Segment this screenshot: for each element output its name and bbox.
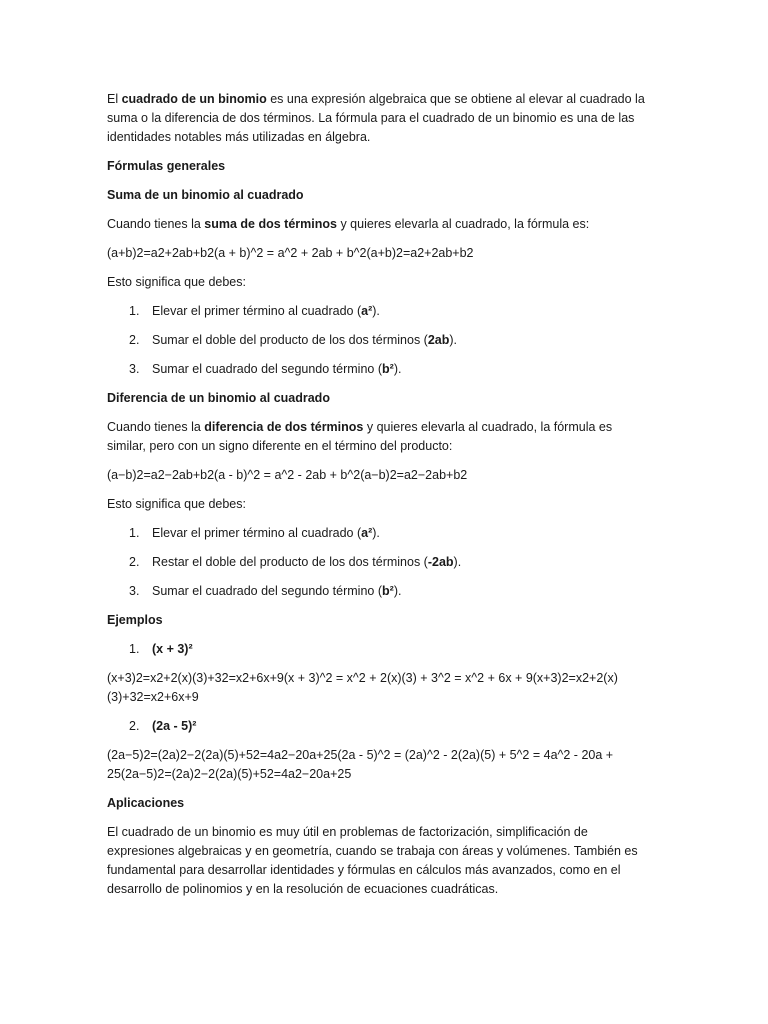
diferencia-desc-text-c: y quieres elevarla al cuadrado, la fórmula es similar, pero con un signo diferente en el término del producto:: [107, 420, 613, 453]
diferencia-formula: (a−b)2=a2−2ab+b2(a - b)^2 = a^2 - 2ab + b^2(a−b)2=a2−2ab+b2: [107, 468, 468, 482]
ejemplo-1-list: [107, 640, 647, 659]
ejemplo-1-formula: (x+3)2=x2+2(x)(3)+32=x2+6x+9(x + 3)^2 = x^2 + 2(x)(3) + 3^2 = x^2 + 6x + 9(x+3)2=x2+2(x)(3)+32=x2+6x+9: [107, 671, 618, 704]
step-bold: -2ab: [427, 555, 454, 569]
intro-bold-term: cuadrado de un binomio: [121, 92, 267, 106]
diferencia-esto: Esto significa que debes:: [107, 497, 246, 511]
diferencia-description: [107, 418, 647, 456]
step-text: Elevar el primer término al cuadrado (: [152, 304, 362, 318]
step-text: Sumar el doble del producto de los dos términos (: [152, 333, 428, 347]
list-number: 2.: [129, 555, 140, 569]
intro-text-2: es una expresión algebraica que se obtiene al elevar al cuadrado la suma o la diferencia de dos términos. La fórmula para el cuadrado de un binomio es una de las identidades notables más utilizadas en álgebra.: [107, 92, 645, 144]
diferencia-desc-text-a: Cuando tienes la: [107, 420, 205, 434]
step-text-end: ).: [393, 362, 402, 376]
ejemplo-2-list: [107, 717, 647, 736]
aplicaciones-paragraph: El cuadrado de un binomio es muy útil en problemas de factorización, simplificación de expresiones algebraicas y en geometría, cuando se trabaja con áreas y volúmenes. También es fundamental para desarrollar identidades y fórmulas en cálculos más avanzados, como en el desarrollo de polinomios y en la resolución de ecuaciones cuadráticas.: [107, 825, 638, 896]
list-item: [107, 360, 647, 379]
list-item: [107, 640, 647, 659]
list-number: 1.: [129, 642, 140, 656]
list-number: 1.: [129, 526, 140, 540]
suma-desc-bold: suma de dos términos: [204, 217, 337, 231]
diferencia-heading: Diferencia de un binomio al cuadrado: [107, 391, 330, 405]
suma-heading: Suma de un binomio al cuadrado: [107, 188, 304, 202]
step-text-end: ).: [372, 526, 380, 540]
step-bold: a²: [361, 526, 373, 540]
suma-description: [107, 215, 647, 234]
step-text-end: ).: [372, 304, 380, 318]
document-page: [107, 90, 647, 909]
aplicaciones-heading: Aplicaciones: [107, 796, 185, 810]
list-item: [107, 524, 647, 543]
list-item: [107, 553, 647, 572]
diferencia-steps-list: [107, 524, 647, 601]
step-text: Sumar el cuadrado del segundo término (: [152, 362, 382, 376]
step-text-end: ).: [453, 555, 462, 569]
suma-steps-list: [107, 302, 647, 379]
list-number: 3.: [129, 362, 140, 376]
intro-paragraph: [107, 90, 647, 147]
suma-desc-text-c: y quieres elevarla al cuadrado, la fórmula es:: [336, 217, 590, 231]
intro-text-1: El: [107, 92, 122, 106]
list-item: [107, 331, 647, 350]
step-bold: b²: [382, 584, 394, 598]
step-text-end: ).: [393, 584, 402, 598]
step-bold: a²: [361, 304, 373, 318]
list-number: 2.: [129, 719, 140, 733]
suma-desc-text-a: Cuando tienes la: [107, 217, 205, 231]
ejemplos-heading: Ejemplos: [107, 613, 163, 627]
list-number: 2.: [129, 333, 140, 347]
step-bold: 2ab: [427, 333, 450, 347]
list-number: 1.: [129, 304, 140, 318]
formulas-heading: Fórmulas generales: [107, 159, 226, 173]
step-text-end: ).: [449, 333, 458, 347]
ejemplo-2-formula: (2a−5)2=(2a)2−2(2a)(5)+52=4a2−20a+25(2a - 5)^2 = (2a)^2 - 2(2a)(5) + 5^2 = 4a^2 - 20a + 25(2a−5)2=(2a)2−2(2a)(5)+52=4a2−20a+25: [107, 748, 614, 781]
list-item: [107, 717, 647, 736]
diferencia-desc-bold: diferencia de dos términos: [204, 420, 364, 434]
suma-esto: Esto significa que debes:: [107, 275, 246, 289]
step-text: Elevar el primer término al cuadrado (: [152, 526, 362, 540]
suma-formula: (a+b)2=a2+2ab+b2(a + b)^2 = a^2 + 2ab + b^2(a+b)2=a2+2ab+b2: [107, 246, 474, 260]
list-number: 3.: [129, 584, 140, 598]
ejemplo-2-title: (2a - 5)²: [152, 719, 197, 733]
step-text: Restar el doble del producto de los dos términos (: [152, 555, 428, 569]
list-item: [107, 582, 647, 601]
step-text: Sumar el cuadrado del segundo término (: [152, 584, 382, 598]
ejemplo-1-title: (x + 3)²: [152, 642, 193, 656]
step-bold: b²: [382, 362, 394, 376]
list-item: [107, 302, 647, 321]
